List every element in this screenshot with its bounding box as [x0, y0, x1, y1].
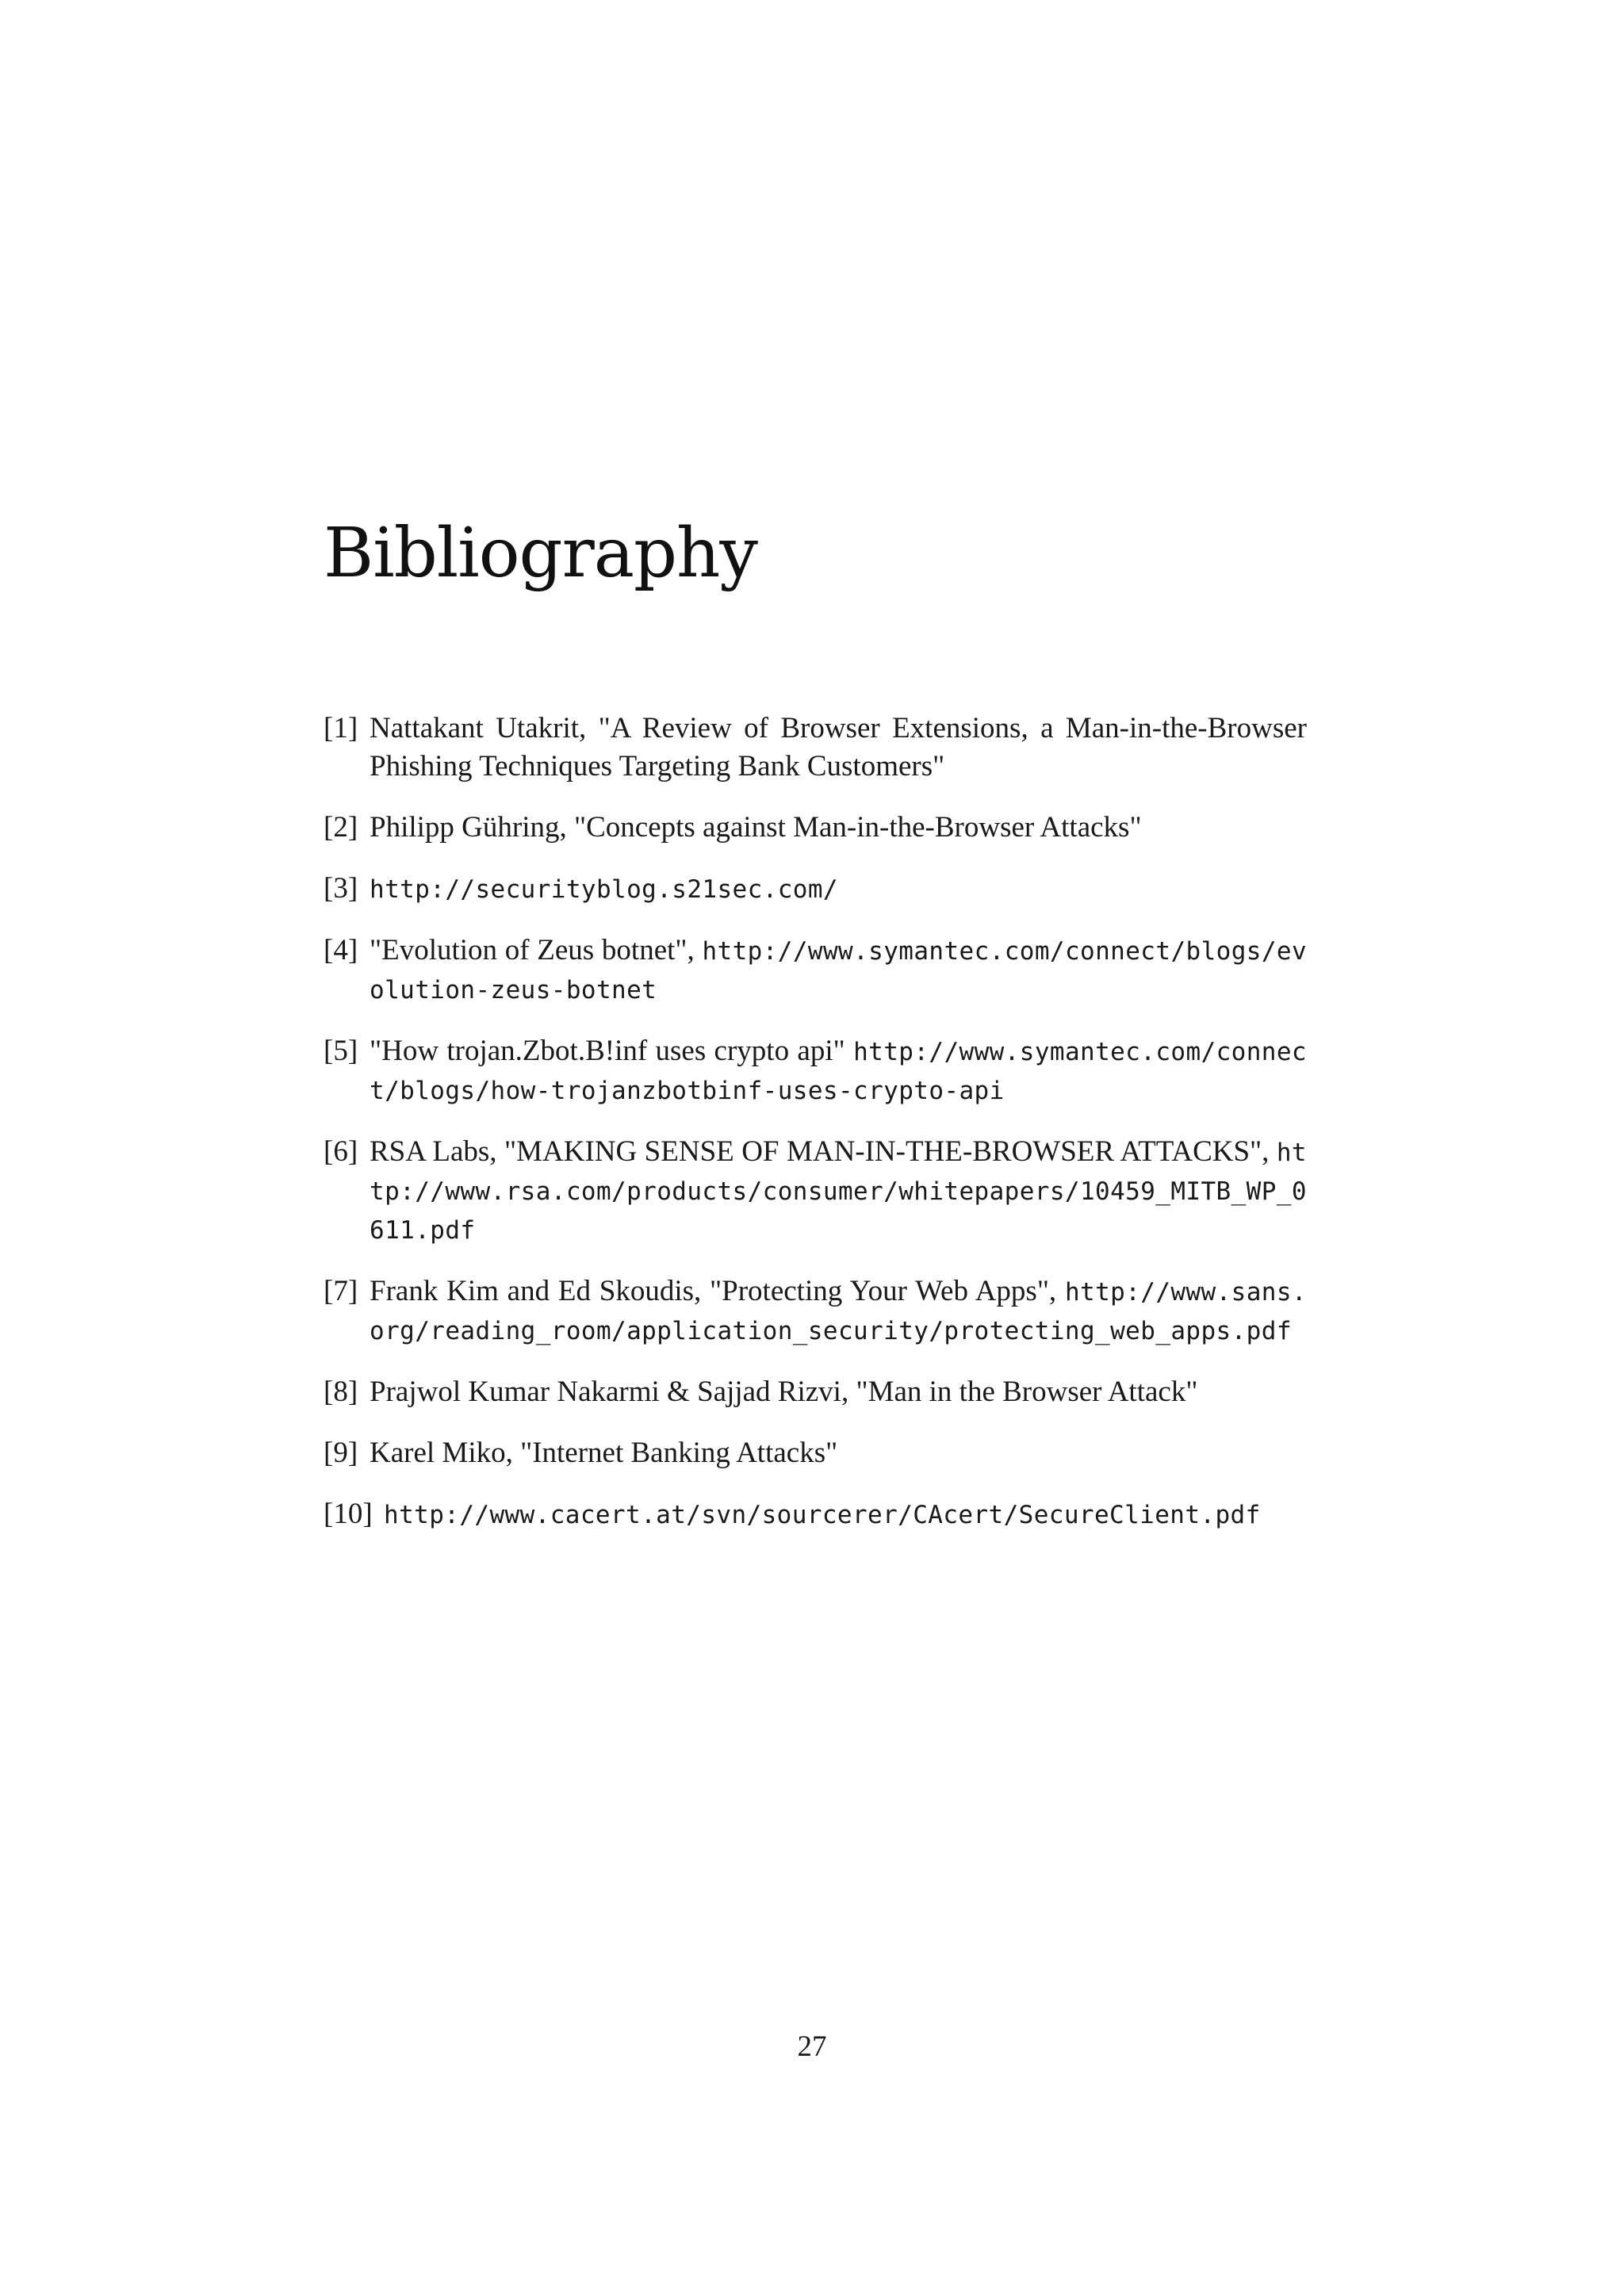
- reference-text: Nattakant Utakrit, "A Review of Browser Extensions, a Man-in-the-Browser Phishing Techniques Targeting Bank Customers": [370, 712, 1307, 783]
- reference-label: [7]: [324, 1275, 358, 1307]
- reference-item: [324, 710, 1307, 786]
- reference-url[interactable]: http://www.sans.org/reading_room/application_security/protecting_web_apps.pdf: [370, 1278, 1307, 1345]
- reference-item: [324, 1272, 1307, 1350]
- reference-label: [3]: [324, 872, 358, 905]
- reference-url[interactable]: http://www.symantec.com/connect/blogs/how-trojanzbotbinf-uses-crypto-api: [370, 1038, 1307, 1105]
- reference-label: [1]: [324, 712, 358, 744]
- reference-item: [324, 1373, 1307, 1411]
- chapter-title: Bibliography: [324, 514, 757, 593]
- reference-label: [5]: [324, 1035, 358, 1067]
- reference-item: [324, 1133, 1307, 1249]
- reference-text: "Evolution of Zeus botnet",: [370, 934, 695, 966]
- reference-label: [2]: [324, 811, 358, 844]
- reference-label: [6]: [324, 1135, 358, 1168]
- reference-item: [324, 809, 1307, 847]
- page-number: 27: [797, 2030, 827, 2063]
- reference-label: [9]: [324, 1437, 358, 1469]
- reference-url[interactable]: http://securityblog.s21sec.com/: [370, 875, 838, 904]
- reference-url[interactable]: http://www.cacert.at/svn/sourcerer/CAcert/SecureClient.pdf: [384, 1501, 1261, 1529]
- reference-text: RSA Labs, "MAKING SENSE OF MAN-IN-THE-BROWSER ATTACKS",: [370, 1135, 1270, 1168]
- reference-item: [324, 1032, 1307, 1110]
- reference-item: [324, 1434, 1307, 1472]
- reference-text: Frank Kim and Ed Skoudis, "Protecting Your Web Apps",: [370, 1275, 1057, 1307]
- reference-item: [324, 1495, 1307, 1534]
- reference-url[interactable]: http://www.symantec.com/connect/blogs/evolution-zeus-botnet: [370, 937, 1308, 1004]
- reference-item: [324, 870, 1307, 909]
- reference-list: [324, 710, 1307, 1557]
- reference-text: Philipp Gühring, "Concepts against Man-in-the-Browser Attacks": [370, 811, 1142, 844]
- reference-label: [8]: [324, 1376, 358, 1408]
- reference-item: [324, 932, 1307, 1009]
- reference-label: [4]: [324, 934, 358, 966]
- reference-text: "How trojan.Zbot.B!inf uses crypto api": [370, 1035, 845, 1067]
- reference-url[interactable]: http://www.rsa.com/products/consumer/whitepapers/10459_MITB_WP_0611.pdf: [370, 1138, 1307, 1245]
- reference-text: Karel Miko, "Internet Banking Attacks": [370, 1437, 838, 1469]
- reference-text: Prajwol Kumar Nakarmi & Sajjad Rizvi, "Man in the Browser Attack": [370, 1376, 1198, 1408]
- reference-label: [10]: [324, 1498, 373, 1530]
